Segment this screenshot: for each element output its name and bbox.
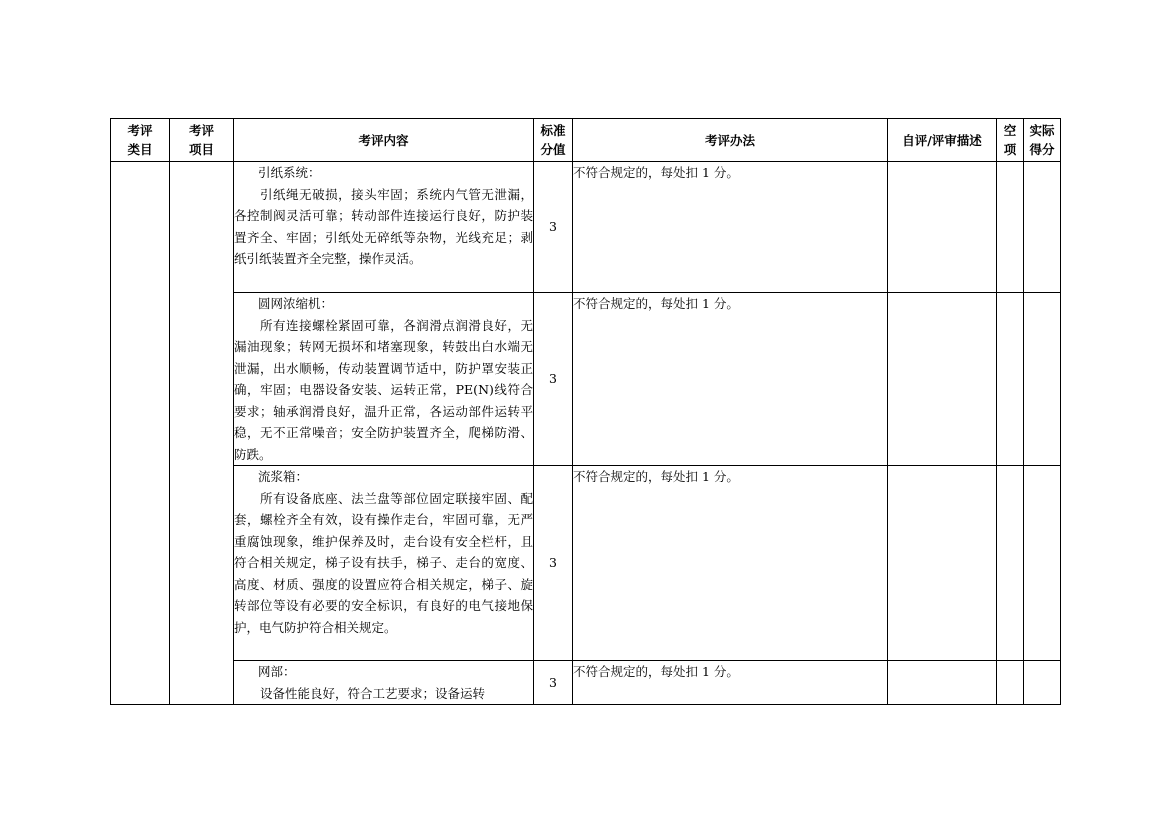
method-cell: 不符合规定的，每处扣 1 分。 [573,466,888,661]
content-title: 网部： [258,664,296,679]
std-score-cell: 3 [534,661,573,705]
actual-score-cell[interactable] [1024,661,1061,705]
content-title: 流浆箱： [258,469,309,484]
content-title: 圆网浓缩机： [258,296,334,311]
header-empty: 空 项 [997,119,1024,162]
actual-score-cell[interactable] [1024,162,1061,293]
self-eval-cell[interactable] [888,293,997,466]
empty-cell[interactable] [997,466,1024,661]
empty-cell[interactable] [997,661,1024,705]
std-score-cell: 3 [534,162,573,293]
content-cell [234,162,534,293]
empty-cell[interactable] [997,293,1024,466]
header-method: 考评办法 [573,119,888,162]
actual-score-cell[interactable] [1024,293,1061,466]
header-category: 考评 类目 [111,119,170,162]
method-cell: 不符合规定的，每处扣 1 分。 [573,162,888,293]
actual-score-cell[interactable] [1024,466,1061,661]
content-cell [234,661,534,705]
header-item: 考评 项目 [170,119,234,162]
header-self-eval: 自评/评审描述 [888,119,997,162]
category-cell [111,162,170,705]
self-eval-cell[interactable] [888,661,997,705]
content-body: 引纸绳无破损，接头牢固；系统内气管无泄漏，各控制阀灵活可靠；转动部件连接运行良好，防护装置齐全、牢固；引纸处无碎纸等杂物，光线充足；剥纸引纸装置齐全完整，操作灵活。 [234,186,533,266]
content-body: 所有设备底座、法兰盘等部位固定联接牢固、配套，螺栓齐全有效，设有操作走台，牢固可靠，无严重腐蚀现象，维护保养及时，走台设有安全栏杆，且符合相关规定，梯子设有扶手，梯子、走台的宽度、高度、材质、强度的设置应符合相关规定，梯子、旋转部位等设有必要的安全标识，有良好的电气接地保护，电气防护符合相关规定。 [234,490,533,635]
content-body: 所有连接螺栓紧固可靠，各润滑点润滑良好，无漏油现象；转网无损坏和堵塞现象，转鼓出白水端无泄漏，出水顺畅，传动装置调节适中，防护罩安装正确，牢固；电器设备安装、运转正常，PE(N)线符合要求；轴承润滑良好，温升正常，各运动部件运转平稳，无不正常噪音；安全防护装置齐全，爬梯防滑、防跌。 [234,317,533,462]
method-cell: 不符合规定的，每处扣 1 分。 [573,293,888,466]
header-std-score: 标准 分值 [534,119,573,162]
std-score-cell: 3 [534,466,573,661]
table-row [111,162,1061,293]
content-cell [234,466,534,661]
self-eval-cell[interactable] [888,162,997,293]
table-row [111,293,1061,466]
method-cell: 不符合规定的，每处扣 1 分。 [573,661,888,705]
std-score-cell: 3 [534,293,573,466]
content-cell [234,293,534,466]
table-header-row [111,119,1061,162]
content-body: 设备性能良好，符合工艺要求；设备运转 [260,685,486,701]
item-cell [170,162,234,705]
evaluation-table [110,118,1061,705]
header-content: 考评内容 [234,119,534,162]
header-actual: 实际 得分 [1024,119,1061,162]
table-row [111,661,1061,705]
empty-cell[interactable] [997,162,1024,293]
table-row [111,466,1061,661]
self-eval-cell[interactable] [888,466,997,661]
content-title: 引纸系统： [258,165,321,180]
